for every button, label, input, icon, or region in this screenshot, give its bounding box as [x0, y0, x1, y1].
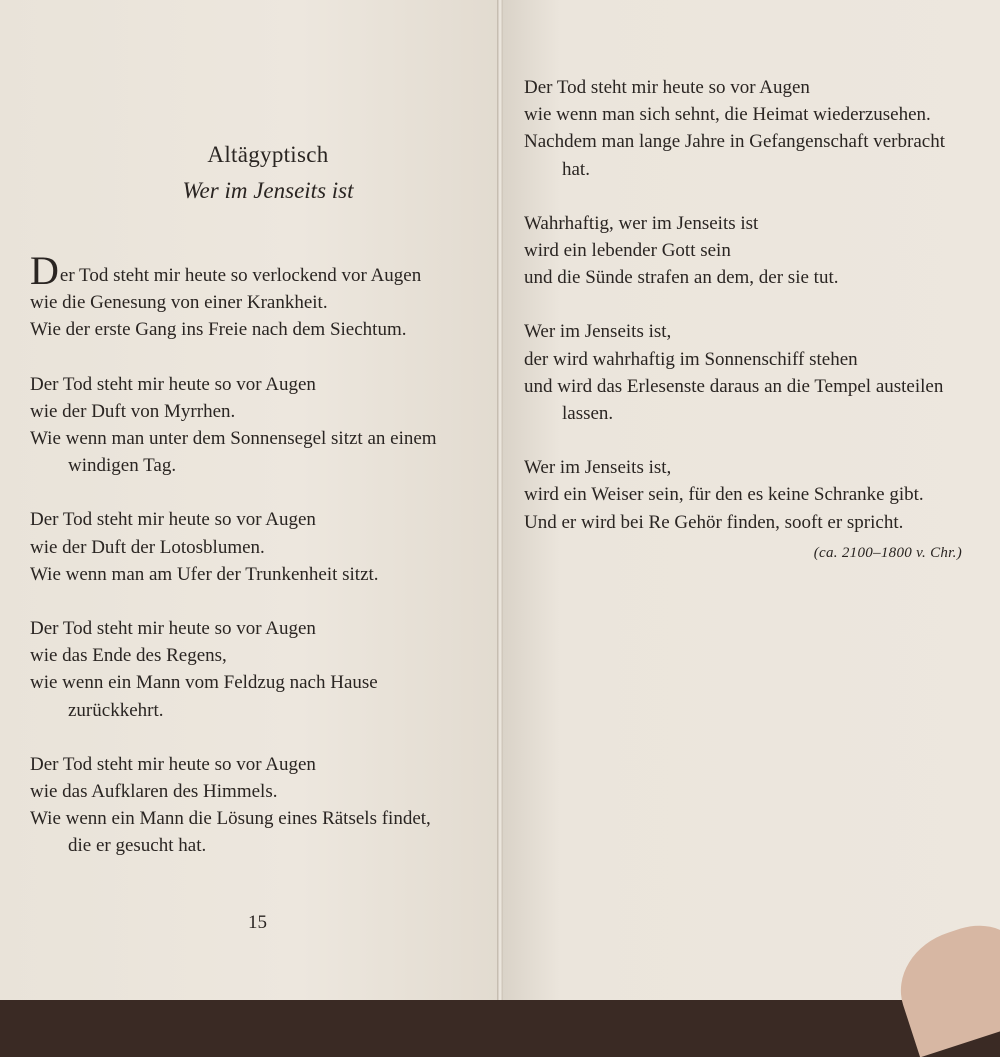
thumb-holding-page	[886, 913, 1000, 1057]
poem-title: Altägyptisch	[207, 142, 329, 167]
drop-cap: D	[30, 248, 59, 293]
stanza	[30, 506, 437, 588]
verse-line: wie die Genesung von einer Krankheit.	[30, 292, 328, 314]
verse-line: Wie wenn man unter dem Sonnensegel sitzt an einem	[30, 428, 437, 450]
verse-line-continuation: lassen.	[562, 403, 614, 425]
verse-line: Der Tod steht mir heute so vor Augen	[30, 618, 316, 640]
verse-line: Der Tod steht mir heute so vor Augen	[30, 509, 316, 531]
verse-line: Der Tod steht mir heute so vor Augen	[30, 373, 316, 395]
verse-line: Wie wenn ein Mann die Lösung eines Rätsels findet,	[30, 808, 431, 830]
left-page	[0, 0, 500, 1000]
stanza	[30, 615, 437, 724]
verse-line: wie das Ende des Regens,	[30, 645, 227, 667]
verse-line-continuation: zurückkehrt.	[68, 699, 164, 721]
stanza	[524, 74, 945, 183]
verse-line: Wer im Jenseits ist,	[524, 457, 672, 479]
book-spine	[497, 0, 503, 1000]
verse-line: Wie der erste Gang ins Freie nach dem Siechtum.	[30, 319, 407, 341]
stanza	[30, 751, 437, 860]
stanza	[524, 454, 945, 536]
verse-line: wird ein Weiser sein, für den es keine Schranke gibt.	[524, 484, 924, 506]
verse-line: Wer im Jenseits ist,	[524, 321, 672, 343]
verse-line-text: er Tod steht mir heute so verlockend vor Augen	[59, 265, 422, 286]
verse-line: wie wenn ein Mann vom Feldzug nach Hause	[30, 672, 378, 694]
stanza	[30, 248, 437, 344]
verse-line: wie der Duft der Lotosblumen.	[30, 536, 265, 558]
date-attribution: (ca. 2100–1800 v. Chr.)	[813, 545, 962, 561]
verse-line: Nachdem man lange Jahre in Gefangenschaft verbracht	[524, 131, 945, 153]
verse-line: Der Tod steht mir heute so vor Augen	[524, 77, 810, 98]
verse-line: wird ein lebender Gott sein	[524, 240, 731, 262]
poem-subtitle: Wer im Jenseits ist	[182, 178, 354, 203]
verse-line: Wahrhaftig, wer im Jenseits ist	[524, 212, 759, 234]
poem-right-column	[524, 74, 945, 563]
stanza	[524, 318, 945, 427]
stanza	[30, 371, 437, 480]
verse-line: wie das Aufklaren des Himmels.	[30, 781, 278, 803]
verse-line: wie wenn man sich sehnt, die Heimat wiederzusehen.	[524, 104, 931, 126]
verse-line: Und er wird bei Re Gehör finden, sooft er spricht.	[524, 511, 904, 533]
verse-line: und wird das Erlesenste daraus an die Tempel austeilen	[524, 375, 944, 397]
verse-line-continuation: windigen Tag.	[68, 455, 177, 477]
verse-line: wie der Duft von Myrrhen.	[30, 400, 236, 422]
poem-left-column	[30, 248, 437, 887]
page-number: 15	[248, 912, 267, 933]
stanza	[524, 210, 945, 292]
verse-line	[30, 248, 437, 293]
verse-line: Der Tod steht mir heute so vor Augen	[30, 753, 316, 775]
verse-line: der wird wahrhaftig im Sonnenschiff stehen	[524, 348, 858, 370]
right-page	[500, 0, 1000, 1000]
verse-line-continuation: die er gesucht hat.	[68, 835, 207, 857]
verse-line: und die Sünde strafen an dem, der sie tut.	[524, 267, 839, 289]
verse-line-continuation: hat.	[562, 158, 590, 180]
verse-line: Wie wenn man am Ufer der Trunkenheit sitzt.	[30, 563, 379, 585]
